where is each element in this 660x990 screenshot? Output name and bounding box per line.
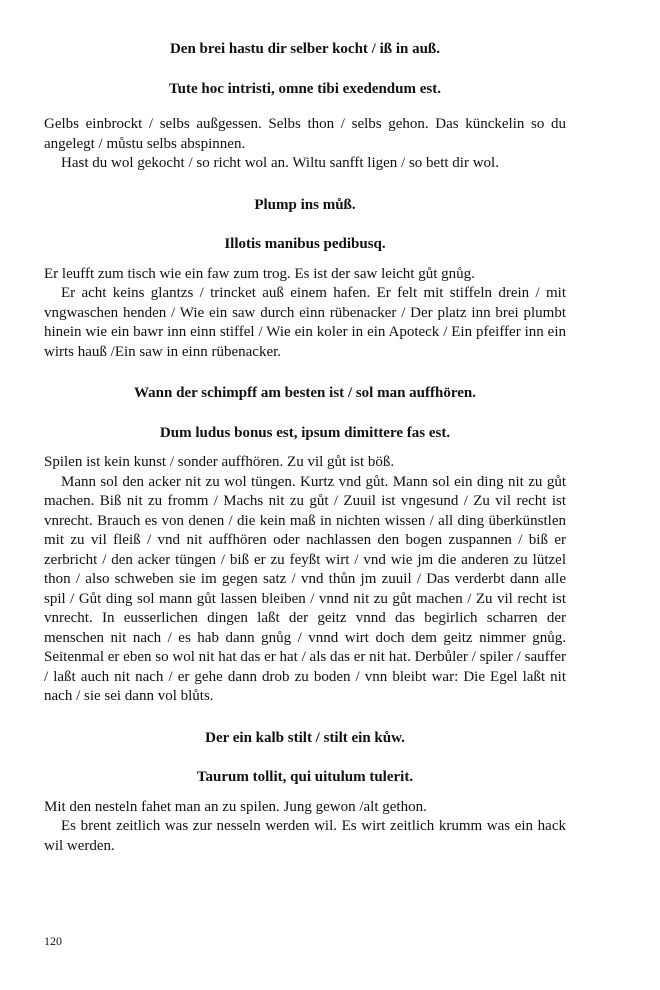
- paragraph: Gelbs einbrockt / selbs außgessen. Selbs thon / selbs gehon. Das künckelin so du angelegt / můstu selbs abspinnen.: [44, 116, 566, 152]
- latin-subtitle: Dum ludus bonus est, ipsum dimittere fas est.: [159, 424, 451, 441]
- paragraph: Mit den nesteln fahet man an zu spilen. Jung gewon /alt gethon.: [44, 798, 427, 815]
- page-number: 120: [44, 934, 62, 948]
- proverb-title: Wann der schimpff am besten ist / sol man auffhören.: [134, 385, 476, 401]
- paragraph: Es brent zeitlich was zur nesseln werden wil. Es wirt zeitlich krumm was ein hack wil werden.: [44, 818, 566, 854]
- paragraph: Hast du wol gekocht / so richt wol an. Wiltu sanfft ligen / so bett dir wol.: [61, 155, 499, 171]
- latin-subtitle: Illotis manibus pedibusq.: [224, 236, 386, 252]
- proverb-title: Den brei hastu dir selber kocht / iß in auß.: [169, 41, 441, 57]
- page-text: [44, 40, 566, 856]
- proverb-section-3: [44, 384, 566, 707]
- latin-subtitle: Taurum tollit, qui uitulum tulerit.: [196, 769, 414, 785]
- proverb-title: Plump ins můß.: [254, 196, 356, 213]
- proverb-section-2: [44, 196, 566, 363]
- proverb-section-1: [44, 40, 566, 174]
- paragraph: Mann sol den acker nit zu wol tüngen. Kurtz vnd gůt. Mann sol ein ding nit zu gůt machen. Biß nit zu fromm / Machs nit zu gůt / Zuuil ist vngesund / Zu vil recht ist vnrecht. Brauch es von denen / die kein maß in nichten wissen / all ding überkünstlen mit zu vil fleiß / vnd nit auffhören oder nachlassen den bogen zuspannen / biß er zerbricht / den acker tüngen / biß er zu feyßt wirt / vnd wie jm die anderen zu lützel thon / also schweben sie im gegen satz / vnd thůn jm zuuil / Das verderbt dann alle spil / Gůt ding sol mann gůt lassen bleiben / vnnd nit zu gůt machen / Zu vil recht ist vnrecht. In eusserlichen dingen laßt der geitz vnnd das begirlich scharren der menschen nit nach / es hab dann gnůg / vnnd wirt doch dem geitz nimmer gnůg. Seitenmal er eben so wol nit hat das er hat / als das er nit hat. Derbůler / spiler / sauffer / laßt auch nit nach / er gehe dann drob zu boden / vnn bleibt war: Die Egel laßt nit nach / sie sei dann vol blůts.: [44, 473, 566, 704]
- paragraph: Er leufft zum tisch wie ein faw zum trog. Es ist der saw leicht gůt gnůg.: [44, 265, 475, 282]
- latin-subtitle: Tute hoc intristi, omne tibi exedendum est.: [169, 80, 441, 97]
- proverb-section-4: [44, 729, 566, 857]
- paragraph: Spilen ist kein kunst / sonder auffhören. Zu vil gůt ist böß.: [44, 454, 395, 470]
- paragraph: Er acht keins glantzs / trincket auß einem hafen. Er felt mit stiffeln drein / mit vngwaschen henden / Wie ein saw durch einn rübenacker / Der platz inn brei plumbt hinein wie ein bawr inn einn stiffel / Wie ein koler in ein Apoteck / Ein pfeiffer inn ein wirts hauß /Ein saw in einn rübenacker.: [44, 285, 566, 360]
- proverb-title: Der ein kalb stilt / stilt ein kůw.: [205, 729, 405, 746]
